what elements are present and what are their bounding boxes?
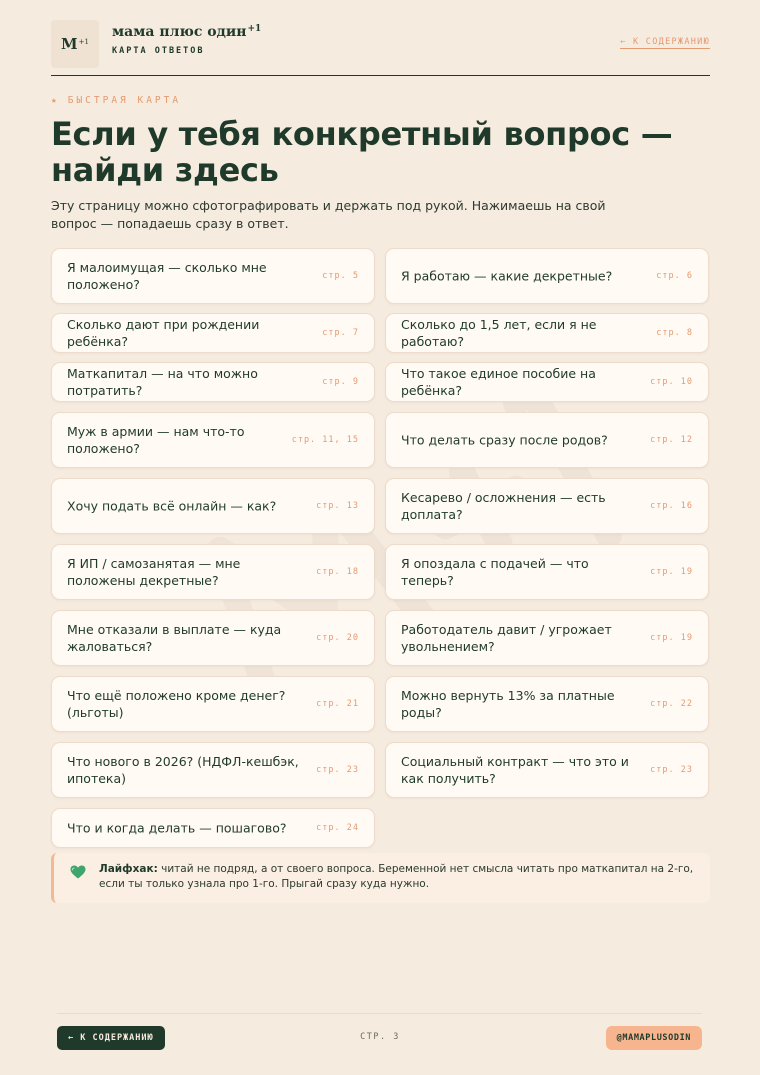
question-text: Работодатель давит / угрожает увольнением? xyxy=(401,622,612,654)
question-card[interactable] xyxy=(51,808,375,848)
page-ref: стр. 23 xyxy=(650,765,693,775)
page-ref: стр. 6 xyxy=(656,271,693,281)
question-text: Муж в армии — нам что-то положено? xyxy=(67,424,245,456)
question-card[interactable] xyxy=(385,544,709,600)
brand-subtitle: КАРТА ОТВЕТОВ xyxy=(112,46,205,56)
brand-name xyxy=(112,24,261,40)
question-text: Что нового в 2026? (НДФЛ-кешбэк, ипотека) xyxy=(67,754,299,786)
section-kicker xyxy=(51,95,181,106)
question-text: Что и когда делать — пошагово? xyxy=(67,820,287,836)
page-ref: стр. 20 xyxy=(316,633,359,643)
footer-divider xyxy=(57,1013,702,1014)
question-text: Что ещё положено кроме денег? (льготы) xyxy=(67,688,286,720)
green-heart-icon xyxy=(70,865,86,879)
page-ref: стр. 23 xyxy=(316,765,359,775)
tip-label: Лайфхак: xyxy=(99,863,158,875)
toc-link-top[interactable]: ← К СОДЕРЖАНИЮ xyxy=(620,37,710,47)
question-card[interactable] xyxy=(385,313,709,353)
question-text: Социальный контракт — что это и как получить? xyxy=(401,754,629,786)
logo-letter: M xyxy=(61,35,78,53)
page-ref: стр. 21 xyxy=(316,699,359,709)
question-text: Я работаю — какие декретные? xyxy=(401,268,613,284)
question-text: Я ИП / самозанятая — мне положены декретные? xyxy=(67,556,241,588)
back-to-toc-button[interactable]: ← К СОДЕРЖАНИЮ xyxy=(57,1026,165,1050)
question-card[interactable] xyxy=(51,248,375,304)
logo-sup: +1 xyxy=(78,38,89,46)
page-ref: стр. 16 xyxy=(650,501,693,511)
question-text: Что делать сразу после родов? xyxy=(401,432,608,448)
question-text: Я малоимущая — сколько мне положено? xyxy=(67,260,267,292)
page-ref: стр. 24 xyxy=(316,823,359,833)
page-number: СТР. 3 xyxy=(360,1032,400,1042)
question-text: Маткапитал — на что можно потратить? xyxy=(67,366,258,398)
question-text: Можно вернуть 13% за платные роды? xyxy=(401,688,615,720)
tip-text xyxy=(99,862,699,892)
page-ref: стр. 10 xyxy=(650,377,693,387)
question-card[interactable] xyxy=(51,362,375,402)
question-card[interactable] xyxy=(385,478,709,534)
question-card[interactable] xyxy=(385,362,709,402)
question-card[interactable] xyxy=(51,412,375,468)
question-card[interactable] xyxy=(385,412,709,468)
lifehack-tip xyxy=(51,853,710,903)
page-ref: стр. 5 xyxy=(322,271,359,281)
question-card[interactable] xyxy=(385,610,709,666)
social-handle[interactable]: @MAMAPLUSODIN xyxy=(606,1026,702,1050)
kicker-text: БЫСТРАЯ КАРТА xyxy=(67,95,182,106)
tip-body: читай не подряд, а от своего вопроса. Беременной нет смысла читать про маткапитал на 2-го, если ты только узнала про 1-го. Прыгай сразу куда нужно. xyxy=(99,863,694,890)
page-lead: Эту страницу можно сфотографировать и держать под рукой. Нажимаешь на свой вопрос — попадаешь сразу в ответ. xyxy=(51,198,606,231)
page-ref: стр. 8 xyxy=(656,328,693,338)
page-ref: стр. 13 xyxy=(316,501,359,511)
page-ref: стр. 22 xyxy=(650,699,693,709)
brand-sup: +1 xyxy=(247,24,262,34)
question-card[interactable] xyxy=(385,248,709,304)
page-ref: стр. 12 xyxy=(650,435,693,445)
question-text: Что такое единое пособие на ребёнка? xyxy=(401,366,596,398)
page-title: Если у тебя конкретный вопрос — найди здесь xyxy=(51,115,673,189)
question-text: Мне отказали в выплате — куда жаловаться? xyxy=(67,622,282,654)
brand-name-text: мама плюс один xyxy=(112,24,247,40)
question-card[interactable] xyxy=(385,742,709,798)
question-text: Кесарево / осложнения — есть доплата? xyxy=(401,490,606,522)
page-ref: стр. 18 xyxy=(316,567,359,577)
page-ref: стр. 11, 15 xyxy=(291,435,359,445)
page-ref: стр. 19 xyxy=(650,633,693,643)
page-header xyxy=(51,20,710,76)
question-text: Сколько дают при рождении ребёнка? xyxy=(67,317,260,349)
question-card[interactable] xyxy=(51,610,375,666)
question-text: Я опоздала с подачей — что теперь? xyxy=(401,556,589,588)
question-text: Хочу подать всё онлайн — как? xyxy=(67,498,277,514)
question-card[interactable] xyxy=(51,676,375,732)
question-card[interactable] xyxy=(385,676,709,732)
question-card[interactable] xyxy=(51,313,375,353)
question-card[interactable] xyxy=(51,742,375,798)
question-text: Сколько до 1,5 лет, если я не работаю? xyxy=(401,317,597,349)
question-card[interactable] xyxy=(51,544,375,600)
page-ref: стр. 19 xyxy=(650,567,693,577)
page-ref: стр. 9 xyxy=(322,377,359,387)
page-ref: стр. 7 xyxy=(322,328,359,338)
question-card[interactable] xyxy=(51,478,375,534)
brand-logo xyxy=(51,20,99,68)
star-icon: ★ xyxy=(51,95,60,106)
